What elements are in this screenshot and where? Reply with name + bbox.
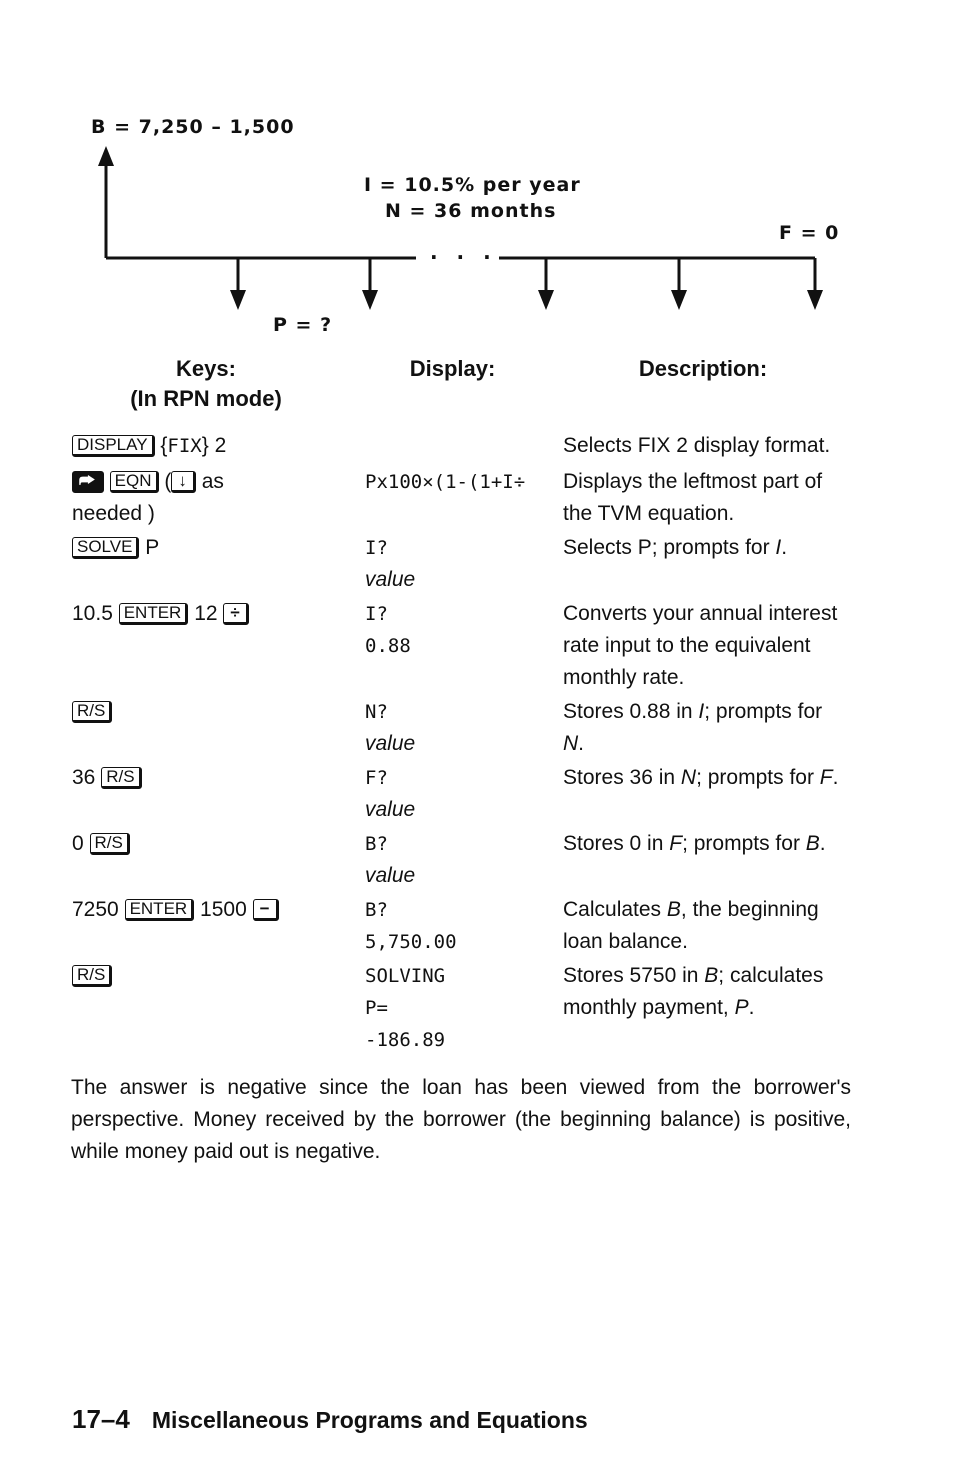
row-display: I? value: [365, 537, 416, 591]
right-shift-key: ⮫: [72, 471, 104, 493]
row-description: Stores 5750 in B; calculates monthly payment, P.: [563, 964, 824, 1019]
row-keys: [72, 696, 362, 728]
fix-menu-label: FIX: [167, 435, 202, 457]
row-display: B? 5,750.00: [365, 899, 457, 953]
minus-key: −: [253, 899, 279, 921]
explanation-paragraph: The answer is negative since the loan has been viewed from the borrower's perspective. Money received by the borrower (the beginning balance) is positive, while money paid out is negative.: [71, 1076, 851, 1163]
cash-flow-arrows: [0, 0, 954, 330]
page-number: 17–4: [72, 1404, 130, 1434]
row-display: Px100×(1-(1+I÷: [365, 471, 526, 493]
row-description: Displays the leftmost part of the TVM equation.: [563, 470, 823, 525]
eqn-key: EQN: [110, 471, 159, 493]
b-label: B = 7,250 – 1,500: [91, 116, 295, 138]
divide-key: ÷: [223, 603, 248, 625]
ellipsis: . . .: [430, 240, 497, 264]
chapter-title: Miscellaneous Programs and Equations: [151, 1407, 588, 1433]
row-keys: 10.5 ENTER 12 ÷: [72, 598, 362, 630]
enter-key: ENTER: [119, 603, 189, 625]
run-stop-key: R/S: [101, 767, 141, 789]
p-label: P = ?: [273, 314, 333, 336]
row-keys: ⮫ EQN ( ↓ as needed ): [72, 470, 224, 525]
row-keys: SOLVE P: [72, 532, 362, 564]
display-header: Display:: [409, 356, 496, 381]
solve-key: SOLVE: [72, 537, 139, 559]
run-stop-key: R/S: [90, 833, 130, 855]
row-description: Stores 0 in F; prompts for B.: [563, 832, 826, 855]
row-keys: 0 R/S: [72, 828, 362, 860]
b-arrow-head: [98, 146, 114, 166]
row-description: Selects P; prompts for I.: [563, 536, 788, 559]
row-display: I? 0.88: [365, 603, 411, 657]
row-display: N? value: [365, 701, 416, 755]
run-stop-key: R/S: [72, 701, 112, 723]
row-description: Selects FIX 2 display format.: [563, 434, 831, 457]
keys-header: Keys: (In RPN mode): [130, 356, 282, 411]
run-stop-key: R/S: [72, 965, 112, 987]
page-footer: [72, 1404, 588, 1435]
enter-key: ENTER: [125, 899, 195, 921]
row-display: F? value: [365, 767, 416, 821]
row-display: B? value: [365, 833, 416, 887]
row-description: Stores 0.88 in I; prompts for N.: [563, 700, 823, 755]
i-label: I = 10.5% per year: [364, 174, 581, 196]
n-label: N = 36 months: [385, 200, 557, 222]
f-label: F = 0: [779, 222, 840, 244]
display-key: DISPLAY: [72, 435, 155, 457]
row-keys: 36 R/S: [72, 762, 362, 794]
row-description: Calculates B, the beginning loan balance.: [563, 898, 819, 953]
row-description: Converts your annual interest rate input to the equivalent monthly rate.: [563, 602, 838, 689]
description-header: Description:: [638, 356, 768, 381]
row-keys: 7250 ENTER 1500 −: [72, 894, 362, 926]
row-description: Stores 36 in N; prompts for F.: [563, 766, 839, 789]
row-display: SOLVING P= -186.89: [365, 965, 446, 1051]
row-keys: DISPLAY {FIX} 2: [72, 430, 362, 462]
row-keys: [72, 960, 362, 992]
down-arrow-key: ↓: [171, 471, 196, 493]
